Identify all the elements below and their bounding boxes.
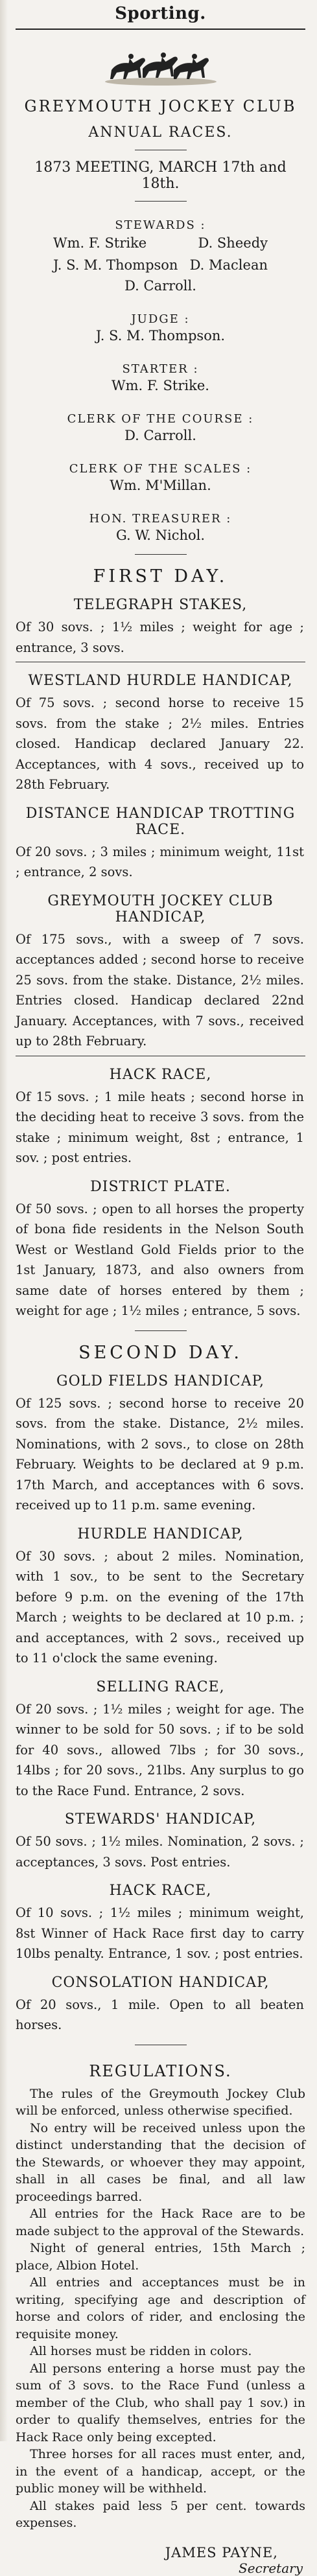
regulations-heading: REGULATIONS.: [89, 2061, 232, 2080]
first-day-heading: FIRST DAY.: [93, 566, 228, 586]
race-description: Of 175 sovs., with a sweep of 7 sovs. acceptances added ; second horse to receive 25 sovs. from the stake. Distance, 2½ miles. Entries closed. Handicap declared 22nd January. Acceptances, with 7 sovs., received up to 28th February.: [16, 931, 304, 1049]
club-title: GREYMOUTH JOCKEY CLUB: [24, 97, 297, 115]
race-description: Of 50 sovs. ; 1½ miles. Nomination, 2 sovs. ; acceptances, 3 sovs. Post entries.: [16, 1834, 304, 1870]
race-title: CONSOLATION HANDICAP,: [51, 1974, 270, 1991]
race-description: Of 10 sovs. ; 1½ miles ; minimum weight, 8st Winner of Hack Race first day to carry 10lbs penalty. Entrance, 1 sov. ; post entries.: [16, 1905, 304, 1961]
race-description: Of 15 sovs. ; 1 mile heats ; second horse in the deciding heat to receive 3 sovs. from the stake ; minimum weight, 8st ; entrance, 1 sov. ; post entries.: [16, 1089, 304, 1165]
treasurer-name: G. W. Nichol.: [115, 528, 205, 543]
steward-name: J. S. M. Thompson: [53, 257, 178, 273]
signature-title: Secretary: [239, 2560, 303, 2576]
race-description: Of 75 sovs. ; second horse to receive 15 sovs. from the stake ; 2½ miles. Entries closed. Handicap declared January 22. Acceptances, with 4 sovs., received up to 28th February.: [16, 695, 304, 792]
regulation-item: All entries and acceptances must be in writing, specifying age and description of horse and colors of rider, and enclosing the requisite money.: [16, 2275, 305, 2341]
starter-name: Wm. F. Strike.: [112, 378, 209, 393]
race-description: Of 20 sovs. ; 1½ miles ; weight for age. The winner to be sold for 50 sovs. ; if to be sold for 40 sovs., allowed 7lbs ; for 30 sovs., 14lbs ; for 20 sovs., 21lbs. Any surplus to go to the Race Fund. Entrance, 2 sovs.: [16, 1701, 304, 1798]
regulation-item: All horses must be ridden in colors.: [30, 2344, 252, 2358]
short-divider: [135, 201, 187, 202]
clerk-scales-label: CLERK OF THE SCALES :: [69, 462, 252, 476]
race-title: SELLING RACE,: [96, 1678, 225, 1695]
race-description: Of 50 sovs. ; open to all horses the property of bona fide residents in the Nelson South West or Westland Gold Fields prior to the 1st January, 1873, and also owners from same date of horses entered by them ; weight for age ; 1½ miles ; entrance, 5 sovs.: [16, 1201, 304, 1318]
race-title: GREYMOUTH JOCKEY CLUB HANDICAP,: [47, 892, 274, 925]
steward-name: D. Maclean: [189, 257, 268, 273]
race-title: HURDLE HANDICAP,: [77, 1526, 244, 1542]
race-title: HACK RACE,: [109, 1066, 212, 1083]
regulation-item: No entry will be received unless upon the distinct understanding that the decision of the Stewards, or whoever they may appoint, shall in all cases be final, and all law proceedings barred.: [16, 2120, 305, 2204]
race-description: Of 30 sovs. ; about 2 miles. Nomination, with 1 sov., to be sent to the Secretary before 9 p.m. on the evening of the 17th March ; weights to be declared at 10 p.m. ; and acceptances, with 2 sovs., received up to 11 o'clock the same evening.: [16, 1548, 304, 1665]
second-day-heading: SECOND DAY.: [78, 1342, 242, 1363]
race-title: DISTANCE HANDICAP TROTTING RACE.: [25, 805, 296, 838]
stewards-row: [16, 254, 305, 276]
short-divider: [135, 1330, 187, 1331]
section-heading: Sporting.: [115, 4, 206, 23]
stewards-row: [16, 232, 305, 254]
stewards-label: STEWARDS :: [115, 218, 206, 232]
judge-name: J. S. M. Thompson.: [95, 328, 226, 343]
race-title: TELEGRAPH STAKES,: [73, 597, 248, 613]
clerk-scales-name: Wm. M'Millan.: [110, 478, 211, 493]
regulation-item: All persons entering a horse must pay the sum of 3 sovs. to the Race Fund (unless a member of the Club, who shall pay 1 sov.) in order to qualify themselves, entries for the Hack Race only being excepted.: [16, 2361, 305, 2444]
race-title: DISTRICT PLATE.: [90, 1178, 231, 1195]
regulation-item: Night of general entries, 15th March ; place, Albion Hotel.: [16, 2241, 305, 2273]
starter-label: STARTER :: [122, 362, 199, 376]
short-divider: [135, 554, 187, 555]
signature-name: JAMES PAYNE,: [165, 2544, 278, 2560]
clerk-course-label: CLERK OF THE COURSE :: [67, 412, 254, 426]
race-title: WESTLAND HURDLE HANDICAP,: [28, 673, 293, 689]
regulation-item: All stakes paid less 5 per cent. towards expenses.: [16, 2498, 305, 2530]
race-title: HACK RACE,: [109, 1883, 212, 1899]
race-title: STEWARDS' HANDICAP,: [64, 1811, 257, 1828]
regulation-item: Three horses for all races must enter, and, in the event of a handicap, accept, or the public money will be withheld.: [16, 2447, 305, 2496]
steward-name: D. Sheedy: [198, 235, 268, 251]
clerk-course-name: D. Carroll.: [124, 428, 196, 443]
steward-name: Wm. F. Strike: [53, 235, 147, 251]
judge-label: JUDGE :: [131, 312, 190, 326]
steward-name: D. Carroll.: [124, 278, 196, 294]
page-edge-shadow: [0, 0, 8, 2441]
race-description: Of 20 sovs. ; 3 miles ; minimum weight, 11st ; entrance, 2 sovs.: [16, 844, 304, 879]
treasurer-label: HON. TREASURER :: [89, 512, 232, 526]
race-title: GOLD FIELDS HANDICAP,: [56, 1373, 264, 1389]
meeting-dates: 1873 MEETING, MARCH 17th and 18th.: [34, 159, 287, 192]
annual-races-title: ANNUAL RACES.: [88, 124, 233, 141]
race-description: Of 20 sovs., 1 mile. Open to all beaten horses.: [16, 1997, 304, 2032]
divider: [16, 29, 305, 30]
regulation-item: The rules of the Greymouth Jockey Club will be enforced, unless otherwise specified.: [16, 2086, 305, 2118]
regulation-item: All entries for the Hack Race are to be made subject to the approval of the Stewards.: [16, 2207, 305, 2238]
race-description: Of 125 sovs. ; second horse to receive 20 sovs. from the stake. Distance, 2½ miles. Nominations, with 2 sovs., to close on 28th February. Weights to be declared at 9 p.m. 17th March, and acceptances with 6 sovs. received up to 11 p.m. same evening.: [16, 1395, 304, 1513]
race-description: Of 30 sovs. ; 1½ miles ; weight for age ; entrance, 3 sovs.: [16, 620, 304, 655]
racehorses-engraving-icon: [102, 39, 219, 91]
